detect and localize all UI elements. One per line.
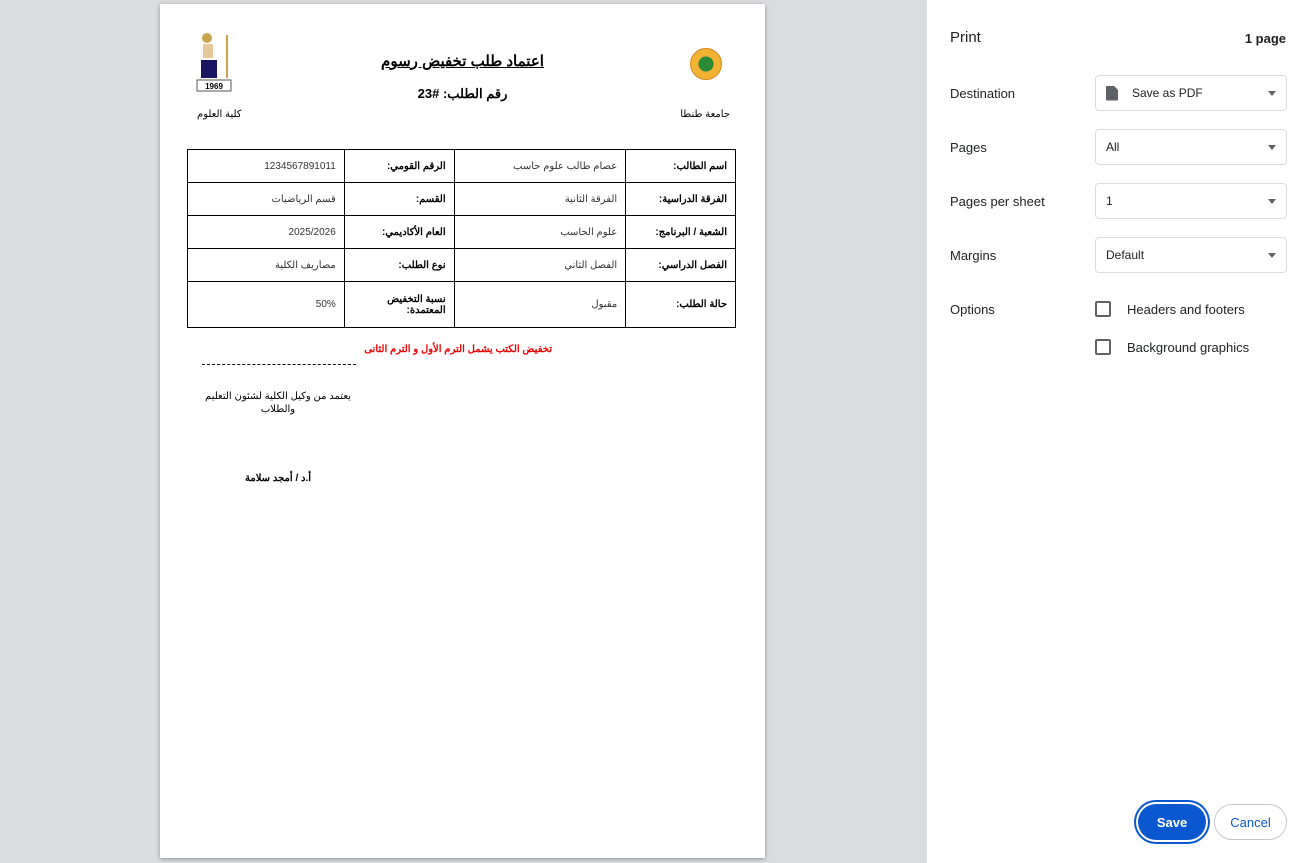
pages-per-sheet-select[interactable] <box>1095 183 1287 219</box>
field-value: الفصل الثاني <box>454 249 626 282</box>
field-value: مصاريف الكلية <box>188 249 345 282</box>
print-settings-panel <box>926 0 1310 863</box>
page-count: 1 page <box>1244 31 1286 46</box>
options-label: Options <box>950 302 995 317</box>
pages-value: All <box>1106 140 1120 154</box>
request-details-table <box>187 149 736 328</box>
field-label: الفصل الدراسي: <box>626 249 736 282</box>
background-graphics-label[interactable]: Background graphics <box>1127 340 1250 355</box>
svg-text:1969: 1969 <box>205 82 223 91</box>
cancel-button[interactable]: Cancel <box>1214 804 1287 840</box>
field-value: 50% <box>188 282 345 328</box>
chevron-down-icon <box>1268 145 1276 150</box>
headers-footers-checkbox[interactable] <box>1095 301 1111 317</box>
pages-label: Pages <box>950 140 987 155</box>
destination-label: Destination <box>950 86 1016 101</box>
pages-per-sheet-label: Pages per sheet <box>950 194 1045 209</box>
request-number: رقم الطلب: #23 <box>417 86 508 101</box>
destination-select[interactable] <box>1095 75 1287 111</box>
chevron-down-icon <box>1268 199 1276 204</box>
signatory-name: أ.د / أمجد سلامة <box>244 473 312 484</box>
headers-footers-label[interactable]: Headers and footers <box>1127 302 1245 317</box>
field-value: علوم الحاسب <box>454 216 626 249</box>
discount-note: تخفيض الكتب يشمل الترم الأول و الترم الثانى <box>364 344 552 355</box>
margins-label: Margins <box>950 248 997 263</box>
field-label: الرقم القومي: <box>344 150 454 183</box>
field-label: نسبة التخفيض المعتمدة: <box>344 282 454 328</box>
field-value: عصام طالب علوم حاسب <box>454 150 626 183</box>
faculty-name: كلية العلوم <box>197 109 242 120</box>
field-label: القسم: <box>344 183 454 216</box>
field-label: نوع الطلب: <box>344 249 454 282</box>
destination-value: Save as PDF <box>1132 86 1203 100</box>
table-row <box>188 216 736 249</box>
chevron-down-icon <box>1268 91 1276 96</box>
field-label: العام الأكاديمي: <box>344 216 454 249</box>
field-value: الفرقة الثانية <box>454 183 626 216</box>
table-row <box>188 150 736 183</box>
table-row <box>188 249 736 282</box>
document-page <box>160 4 765 858</box>
field-label: حالة الطلب: <box>626 282 736 328</box>
field-value: قسم الرياضيات <box>188 183 345 216</box>
save-button[interactable]: Save <box>1138 804 1206 840</box>
approval-text: يعتمد من وكيل الكلية لشئون التعليم والطلاب <box>205 391 351 415</box>
field-value: 2025/2026 <box>188 216 345 249</box>
pps-value: 1 <box>1106 194 1113 208</box>
background-graphics-checkbox[interactable] <box>1095 339 1111 355</box>
table-row <box>188 183 736 216</box>
field-value: مقبول <box>454 282 626 328</box>
university-name: جامعة طنطا <box>680 109 730 120</box>
pages-select[interactable] <box>1095 129 1287 165</box>
field-label: الفرقة الدراسية: <box>626 183 736 216</box>
field-label: اسم الطالب: <box>626 150 736 183</box>
panel-title: Print <box>950 29 981 46</box>
table-row <box>188 282 736 328</box>
field-value: 1234567891011 <box>188 150 345 183</box>
margins-select[interactable] <box>1095 237 1287 273</box>
margins-value: Default <box>1106 248 1145 262</box>
chevron-down-icon <box>1268 253 1276 258</box>
document-icon <box>1106 86 1118 101</box>
field-label: الشعبة / البرنامج: <box>626 216 736 249</box>
signature-line <box>202 364 356 365</box>
document-title: اعتماد طلب تخفيض رسوم <box>381 53 544 70</box>
